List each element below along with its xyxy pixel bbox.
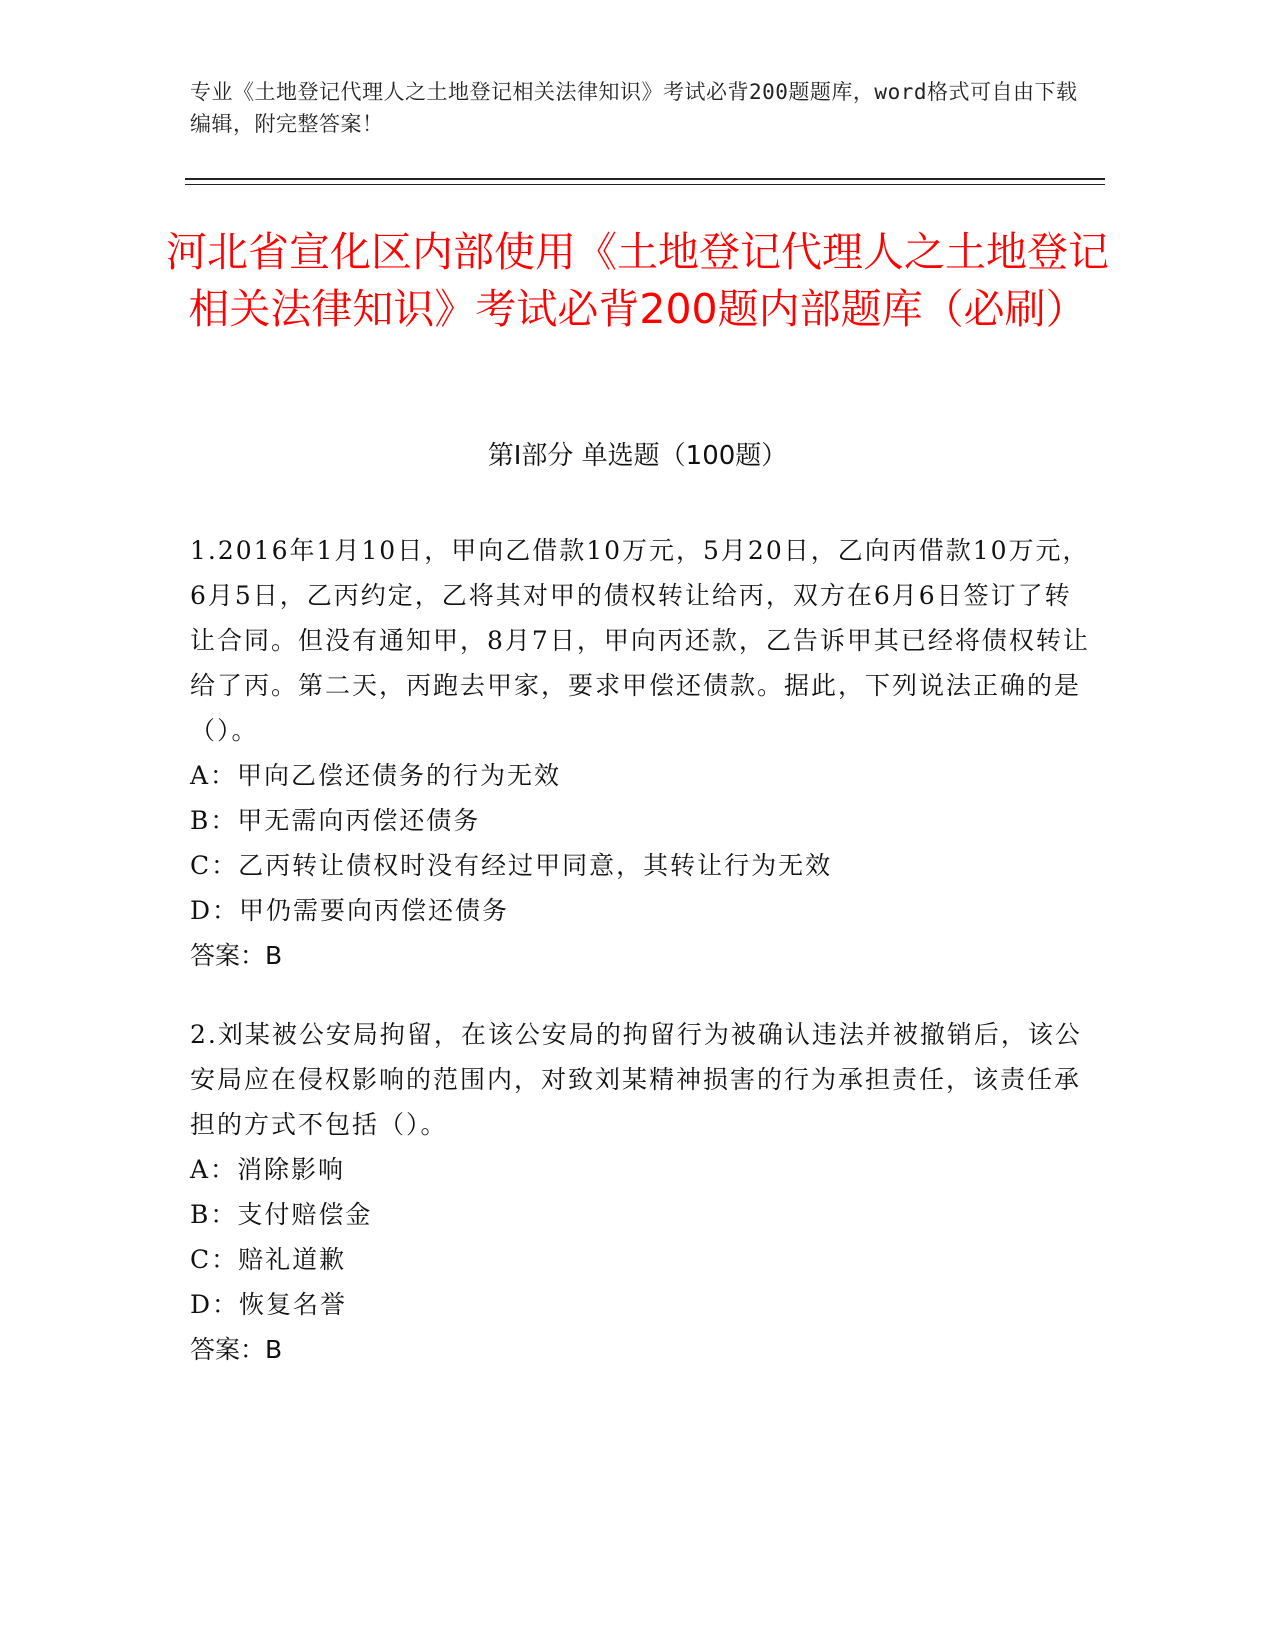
question-stem: 2.刘某被公安局拘留，在该公安局的拘留行为被确认违法并被撤销后，该公安局应在侵权影响的范围内，对致刘某精神损害的行为承担责任，该责任承担的方式不包括（）。 <box>190 1020 1082 1139</box>
answer-line: 答案：B <box>190 1335 283 1364</box>
option-b: B：支付赔偿金 <box>190 1200 373 1229</box>
option-b: B：甲无需向丙偿还债务 <box>190 806 481 835</box>
header-divider-thick <box>185 178 1105 180</box>
question-1 <box>190 528 1090 978</box>
header-note: 专业《土地登记代理人之土地登记相关法律知识》考试必背200题题库，word格式可自由下载编辑，附完整答案！ <box>190 80 1078 136</box>
question-stem: 1.2016年1月10日，甲向乙借款10万元，5月20日，乙向丙借款10万元，6月5日，乙丙约定，乙将其对甲的债权转让给丙，双方在6月6日签订了转让合同。但没有通知甲，8月7日，甲向丙还款，乙告诉甲其已经将债权转让给了丙。第二天，丙跑去甲家，要求甲偿还债款。据此，下列说法正确的是（）。 <box>190 536 1090 745</box>
option-c: C：赔礼道歉 <box>190 1245 347 1274</box>
section-heading: 第Ⅰ部分 单选题（100题） <box>487 441 788 471</box>
document-title: 河北省宣化区内部使用《土地登记代理人之土地登记相关法律知识》考试必背200题内部题库（必刷） <box>166 228 1109 333</box>
header-divider-thin <box>185 184 1105 185</box>
question-2 <box>190 1012 1090 1372</box>
option-list <box>190 1147 1090 1327</box>
option-c: C：乙丙转让债权时没有经过甲同意，其转让行为无效 <box>190 851 833 880</box>
option-d: D：甲仍需要向丙偿还债务 <box>190 896 510 925</box>
answer-line: 答案：B <box>190 941 283 970</box>
option-list <box>190 753 1090 933</box>
option-a: A：甲向乙偿还债务的行为无效 <box>190 761 562 790</box>
option-d: D：恢复名誉 <box>190 1290 348 1319</box>
option-a: A：消除影响 <box>190 1155 346 1184</box>
